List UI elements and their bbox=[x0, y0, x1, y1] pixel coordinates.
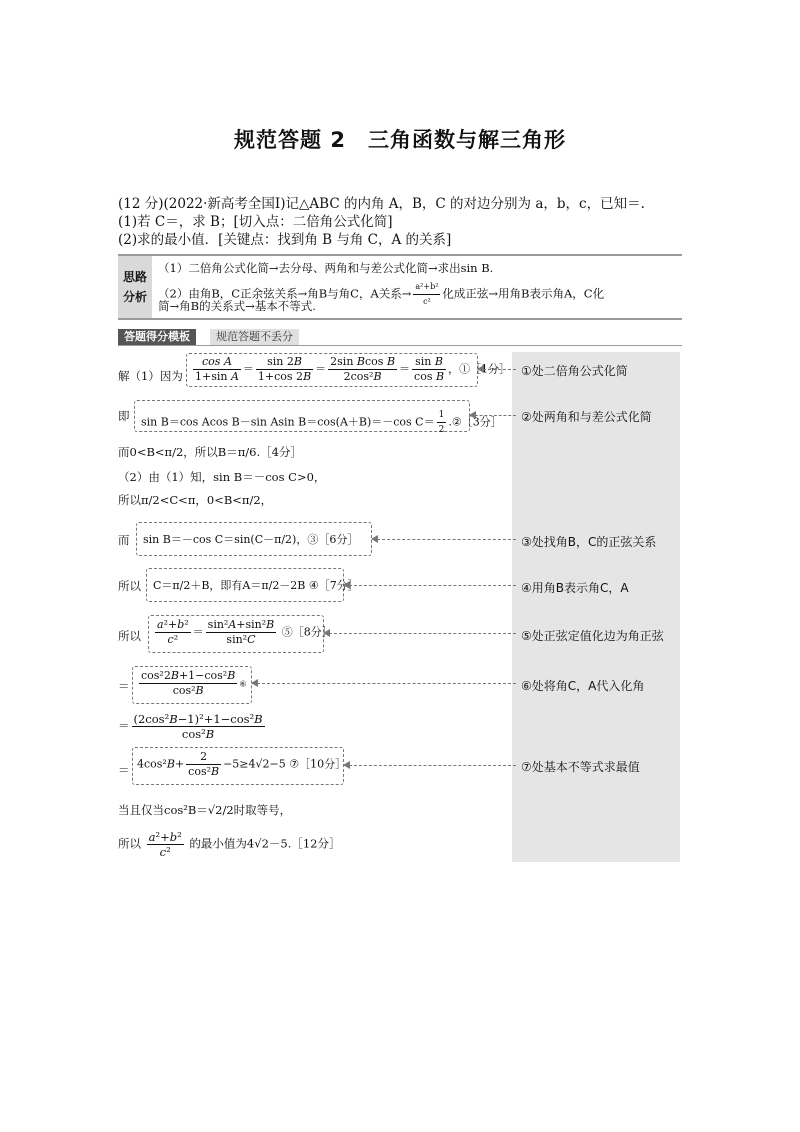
notes-panel bbox=[512, 352, 680, 862]
note-1: ①处二倍角公式化简 bbox=[521, 364, 628, 378]
solution-step-6-prefix: 而 bbox=[118, 533, 130, 547]
solution-step-8-prefix: 所以 bbox=[118, 629, 141, 643]
arrow-6 bbox=[252, 683, 516, 684]
solution-step-2-prefix: 即 bbox=[118, 409, 130, 423]
step-11-box: 4cos²B+ $\frac{2}{\text{cos²B}}$ −5≥4√2−5 ⑦［10分］ bbox=[132, 747, 344, 785]
solution-step-7-prefix: 所以 bbox=[118, 579, 141, 593]
note-2: ②处两角和与差公式化简 bbox=[521, 410, 652, 424]
arrow-4 bbox=[344, 585, 516, 586]
page-title: 规范答题 2 三角函数与解三角形 bbox=[234, 128, 566, 152]
arrow-3 bbox=[372, 539, 516, 540]
step-7-box: C＝π/2＋B，即有A＝π/2－2B ④［7分］ bbox=[146, 568, 344, 602]
solution-step-13: 所以 $\frac{\text{a²+b²}}{\text{c²}}$ 的最小值为4√2－5.［12分］ bbox=[118, 830, 341, 859]
solution-step-1: 解（1）因为 bbox=[118, 369, 183, 383]
thinking-line-1: （1）二倍角公式化简→去分母、两角和与差公式化简→求出sin B. bbox=[158, 261, 494, 275]
solution-step-9-prefix: ＝ bbox=[118, 679, 130, 693]
step-9-box: $\frac{\text{cos²2B+1−cos²B}}{\text{cos²B}}$ ⑥ bbox=[132, 666, 252, 704]
arrow-2 bbox=[470, 415, 516, 416]
template-subtab: 规范答题不丢分 bbox=[210, 329, 299, 345]
step-8-box: $\frac{\text{a²+b²}}{\text{c²}}$ ＝ $\frac{\text{sin²A+sin²B}}{\text{sin²C}}$ ⑤［8分］ bbox=[148, 615, 324, 653]
note-6: ⑥处将角C，A代入化角 bbox=[521, 679, 645, 693]
thinking-line-2: （2）由角B，C正余弦关系→角B与角C，A关系→ $\frac{\text{a²+b²}}{\text{c²}}$ 化成正弦→用角B表示角A，C化 bbox=[158, 282, 605, 306]
arrow-1 bbox=[478, 369, 516, 370]
thinking-label: 思路 分析 bbox=[118, 256, 152, 318]
solution-step-12: 当且仅当cos²B＝√2/2时取等号， bbox=[118, 803, 292, 817]
arrow-5 bbox=[324, 633, 516, 634]
problem-part-1: (1)若 C＝，求 B；[切入点：二倍角公式化简] bbox=[118, 214, 393, 230]
step-6-box: sin B＝－cos C＝sin(C－π/2)，③［6分］ bbox=[136, 522, 372, 556]
problem-part-2: (2)求的最小值．[关键点：找到角 B 与角 C，A 的关系] bbox=[118, 232, 452, 248]
thinking-analysis-box bbox=[118, 254, 682, 320]
arrow-7 bbox=[344, 765, 516, 766]
note-3: ③处找角B，C的正弦关系 bbox=[521, 535, 657, 549]
solution-step-5: 所以π/2<C<π，0<B<π/2， bbox=[118, 493, 273, 507]
problem-statement: (12 分)(2022·新高考全国Ⅰ)记△ABC 的内角 A，B，C 的对边分别为 a，b，c，已知＝. bbox=[118, 196, 645, 212]
note-7: ⑦处基本不等式求最值 bbox=[521, 760, 640, 774]
solution-step-10: ＝ $\frac{\text{(2cos²B−1)²+1−cos²B}}{\text{cos²B}}$ bbox=[118, 712, 263, 741]
solution-step-4: （2）由（1）知，sin B＝－cos C>0， bbox=[118, 470, 326, 484]
step-2-box: sin B＝cos Acos B－sin Asin B＝cos(A＋B)＝－cos C＝ $\frac{1}{2}$ .②［3分］ bbox=[134, 400, 470, 432]
solution-step-11-prefix: ＝ bbox=[118, 763, 130, 777]
template-tab: 答题得分模板 bbox=[118, 329, 196, 345]
step-1-box: $\frac{\text{cos A}}{\text{1+sin A}}$ ＝ $\frac{\sin 2B}{1+\cos 2B}$ ＝ $\frac{\text{2sin Bcos B}}{\text{2cos²B}}$ ＝ $\frac{\text{sin B}}{\text{cos B}}$ ，①［1分］ bbox=[186, 353, 478, 387]
template-header bbox=[118, 329, 682, 346]
thinking-line-3: 简→角B的关系式→基本不等式. bbox=[158, 299, 316, 313]
note-4: ④用角B表示角C，A bbox=[521, 581, 629, 595]
note-5: ⑤处正弦定值化边为角正弦 bbox=[521, 629, 664, 643]
solution-step-3: 而0<B<π/2，所以B＝π/6.［4分］ bbox=[118, 445, 302, 459]
